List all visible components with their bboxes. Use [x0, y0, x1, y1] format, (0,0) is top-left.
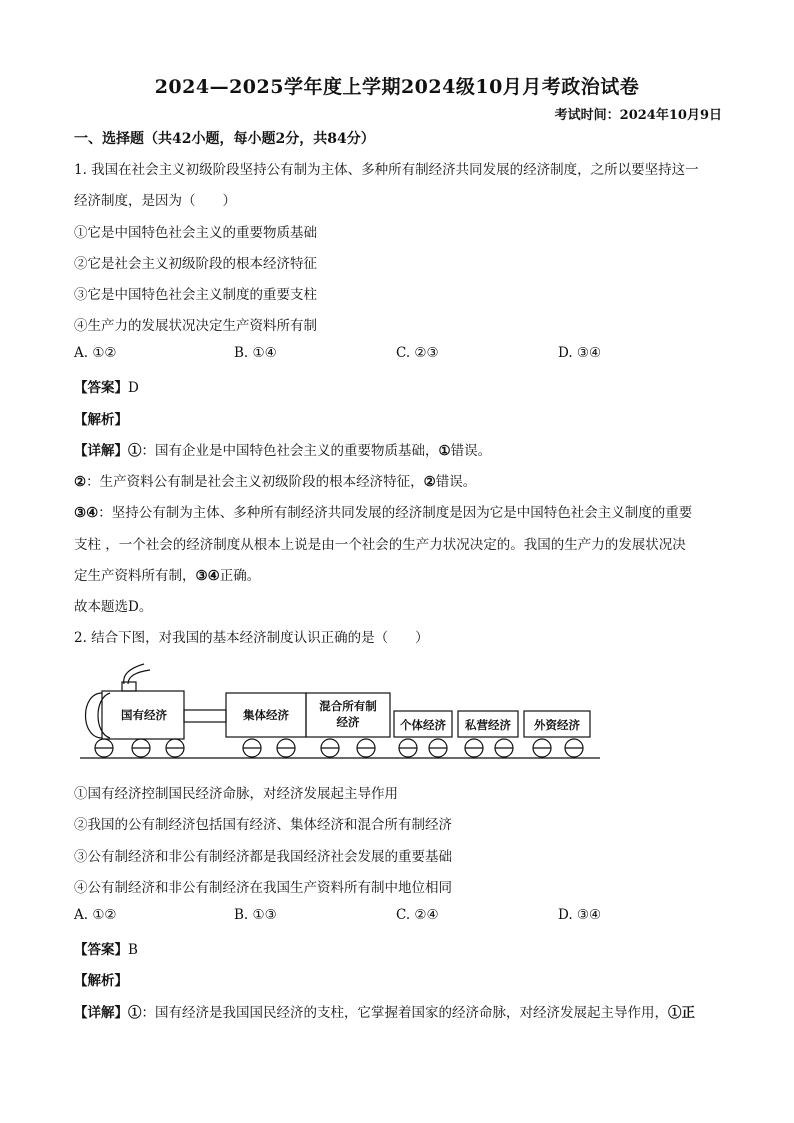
- label-state-owned: 国有经济: [121, 708, 167, 722]
- label-mixed-line1: 混合所有制: [319, 699, 377, 713]
- label-mixed-line2: 经济: [336, 715, 360, 729]
- q1-option-d: D. ③④: [558, 345, 602, 361]
- detail-text: ：国有企业是中国特色社会主义的重要物质基础，: [141, 443, 439, 459]
- q1-item-1: ①它是中国特色社会主义的重要物质基础: [74, 225, 317, 241]
- detail-end: 错误。: [435, 474, 477, 490]
- page-title: 2024—2025学年度上学期2024级10月月考政治试卷: [154, 76, 640, 98]
- q2-option-b: B. ①③: [234, 907, 277, 923]
- label-collective: 集体经济: [243, 708, 289, 722]
- detail-text: ：国有经济是我国国民经济的支柱，它掌握着国家的经济命脉，对经济发展起主导作用，: [141, 1005, 668, 1021]
- q1-detail-1: [74, 439, 491, 459]
- detail-mark: ①: [438, 443, 451, 459]
- locomotive-nose: [86, 693, 103, 738]
- q1-detail-3-line1: [74, 501, 692, 521]
- detail-key: ③④: [74, 505, 99, 521]
- coupler: [184, 710, 226, 722]
- q1-option-b: B. ①④: [234, 345, 277, 361]
- q2-item-4: ④公有制经济和非公有制经济在我国生产资料所有制中地位相同: [74, 880, 452, 896]
- q1-stem-line2: 经济制度，是因为（ ）: [74, 193, 236, 209]
- detail-mark: ③④: [195, 568, 220, 584]
- detail-label: 【详解】: [74, 443, 128, 459]
- section-title: 一、选择题（共42小题，每小题2分，共84分）: [74, 131, 375, 147]
- q1-detail-3-line2: 支柱 ，一个社会的经济制度从根本上说是由一个社会的生产力状况决定的。我国的生产力的发展状况决: [74, 537, 686, 553]
- economy-train-diagram: [74, 660, 614, 764]
- q1-item-2: ②它是社会主义初级阶段的根本经济特征: [74, 256, 317, 272]
- analysis-label: 【解析】: [74, 412, 128, 428]
- q2-item-2: ②我国的公有制经济包括国有经济、集体经济和混合所有制经济: [74, 817, 452, 833]
- detail-key: ②: [74, 474, 87, 490]
- q1-answer: [74, 376, 139, 396]
- q2-option-d: D. ③④: [558, 907, 602, 923]
- exam-time: 考试时间：2024年10月9日: [554, 108, 722, 123]
- q1-option-c: C. ②③: [396, 345, 439, 361]
- detail-mark: ①正: [668, 1005, 695, 1021]
- q1-item-3: ③它是中国特色社会主义制度的重要支柱: [74, 287, 317, 303]
- label-individual: 个体经济: [400, 718, 446, 732]
- locomotive-nose-inner: [98, 693, 110, 738]
- detail-text: ：生产资料公有制是社会主义初级阶段的根本经济特征，: [86, 474, 424, 490]
- detail-end: 正确。: [219, 568, 261, 584]
- q2-detail-1: [74, 1001, 695, 1021]
- detail-mark: ②: [423, 474, 436, 490]
- smoke-line: [124, 664, 144, 684]
- analysis-label: 【解析】: [74, 973, 128, 989]
- q1-item-4: ④生产力的发展状况决定生产资料所有制: [74, 318, 317, 334]
- q2-item-1: ①国有经济控制国民经济命脉，对经济发展起主导作用: [74, 786, 398, 802]
- answer-label: 【答案】: [74, 380, 128, 396]
- detail-key: ①: [128, 1005, 142, 1021]
- wheels: [95, 739, 583, 757]
- q2-option-a: A. ①②: [74, 907, 117, 923]
- q2-item-3: ③公有制经济和非公有制经济都是我国经济社会发展的重要基础: [74, 849, 452, 865]
- q2-stem: 2. 结合下图，对我国的基本经济制度认识正确的是（ ）: [74, 630, 429, 646]
- q1-detail-3-line3: [74, 564, 260, 584]
- q1-stem-line1: 1. 我国在社会主义初级阶段坚持公有制为主体、多种所有制经济共同发展的经济制度，之所以要坚持这一: [74, 162, 699, 178]
- q2-answer: [74, 938, 138, 958]
- answer-value: D: [128, 380, 139, 396]
- answer-label: 【答案】: [74, 942, 128, 958]
- q1-detail-2: [74, 470, 476, 490]
- detail-key: ①: [128, 443, 142, 459]
- q1-option-a: A. ①②: [74, 345, 117, 361]
- q1-analysis-label: [74, 408, 128, 428]
- detail-text: 定生产资料所有制，: [74, 568, 196, 584]
- detail-label: 【详解】: [74, 1005, 128, 1021]
- q2-option-c: C. ②④: [396, 907, 439, 923]
- q1-conclusion: 故本题选D。: [74, 599, 153, 615]
- label-foreign: 外资经济: [534, 718, 580, 732]
- label-private: 私营经济: [465, 718, 511, 732]
- detail-text: ：坚持公有制为主体、多种所有制经济共同发展的经济制度是因为它是中国特色社会主义制度的重要: [98, 505, 693, 521]
- q2-analysis-label: [74, 969, 128, 989]
- detail-end: 错误。: [450, 443, 492, 459]
- answer-value: B: [128, 942, 138, 958]
